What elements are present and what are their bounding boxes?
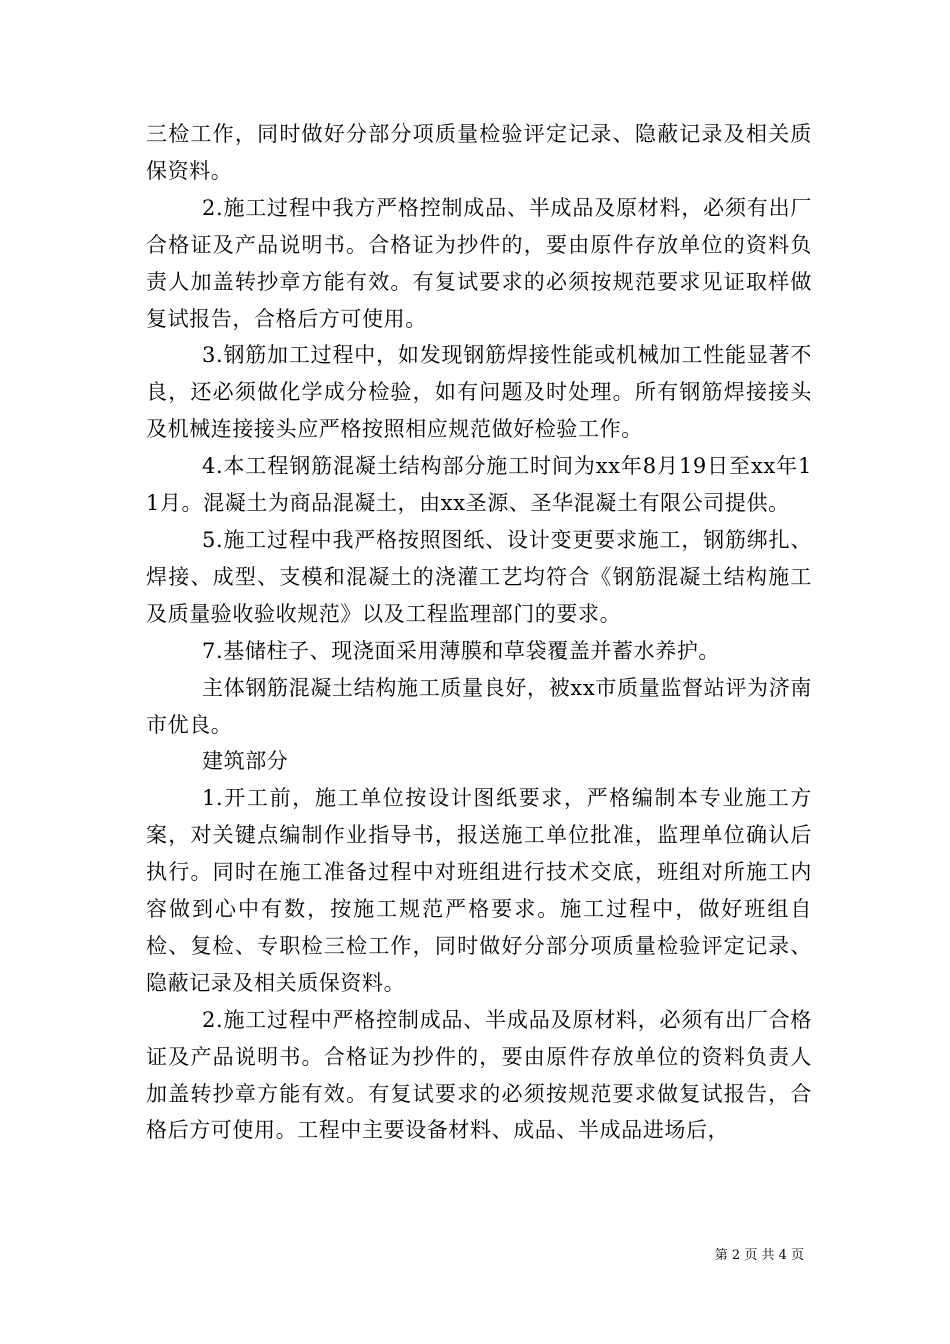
paragraph-4: 4.本工程钢筋混凝土结构部分施工时间为xx年8月19日至xx年11月。混凝土为商品混凝土，由xx圣源、圣华混凝土有限公司提供。	[146, 454, 812, 516]
paragraph-5: 5.施工过程中我严格按照图纸、设计变更要求施工，钢筋绑扎、焊接、成型、支模和混凝土的浇灌工艺均符合《钢筋混凝土结构施工及质量验收验收规范》以及工程监理部门的要求。	[146, 527, 812, 626]
page-number: 第 2 页 共 4 页	[714, 1248, 804, 1263]
paragraph-10: 2.施工过程中严格控制成品、半成品及原材料，必须有出厂合格证及产品说明书。合格证为抄件的，要由原件存放单位的资料负责人加盖转抄章方能有效。有复试要求的必须按规范要求做复试报告，合格后方可使用。工程中主要设备材料、成品、半成品进场后，	[146, 1007, 812, 1143]
paragraph-1: 三检工作，同时做好分部分项质量检验评定记录、隐蔽记录及相关质保资料。	[146, 122, 812, 183]
paragraph-7: 主体钢筋混凝土结构施工质量良好，被xx市质量监督站评为济南市优良。	[146, 675, 812, 737]
paragraph-2: 2.施工过程中我方严格控制成品、半成品及原材料，必须有出厂合格证及产品说明书。合格证为抄件的，要由原件存放单位的资料负责人加盖转抄章方能有效。有复试要求的必须按规范要求见证取样做复试报告，合格后方可使用。	[146, 195, 812, 331]
paragraph-3: 3.钢筋加工过程中，如发现钢筋焊接性能或机械加工性能显著不良，还必须做化学成分检验，如有问题及时处理。所有钢筋焊接接头及机械连接接头应严格按照相应规范做好检验工作。	[146, 343, 812, 442]
paragraph-9: 1.开工前，施工单位按设计图纸要求，严格编制本专业施工方案，对关键点编制作业指导书，报送施工单位批准，监理单位确认后执行。同时在施工准备过程中对班组进行技术交底，班组对所施工内容做到心中有数，按施工规范严格要求。施工过程中，做好班组自检、复检、专职检三检工作，同时做好分部分项质量检验评定记录、隐蔽记录及相关质保资料。	[146, 786, 812, 995]
section-heading: 建筑部分	[202, 749, 289, 774]
paragraph-6: 7.基储柱子、现浇面采用薄膜和草袋覆盖并蓄水养护。	[202, 638, 721, 663]
document-body	[146, 116, 812, 1149]
